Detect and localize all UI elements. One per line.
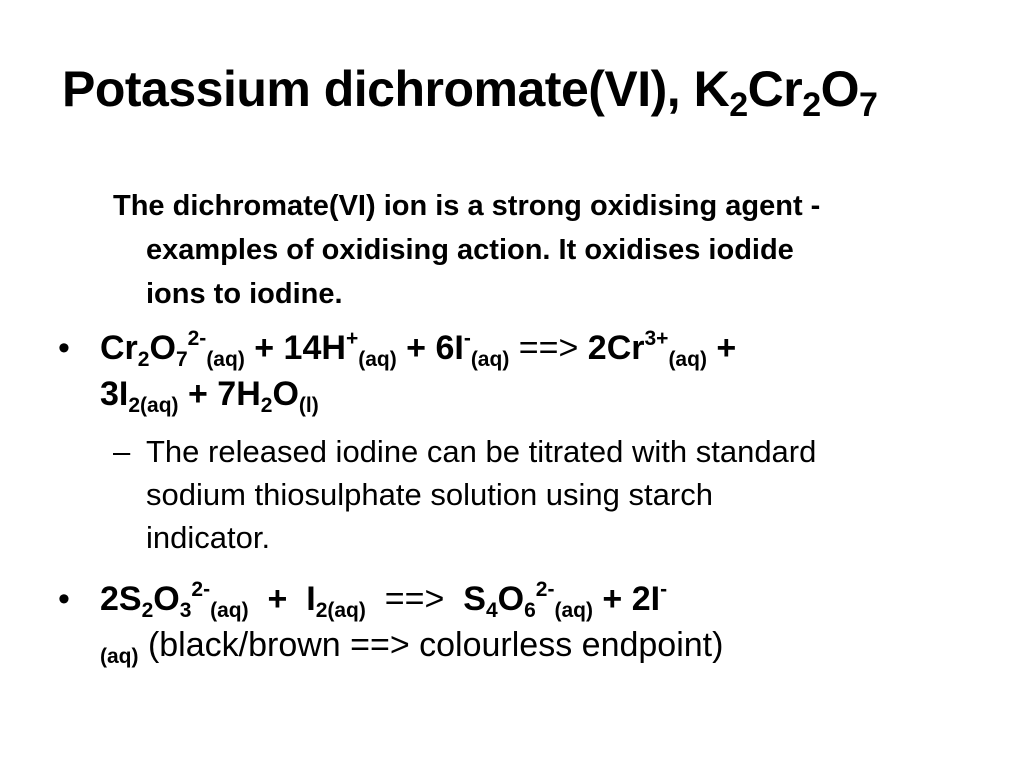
title-subscript: 2 bbox=[802, 86, 821, 124]
note-line: The released iodine can be titrated with standard bbox=[146, 434, 817, 469]
equation-line: $_{(aq)}$ (black/brown ==> colourless endpoint) bbox=[100, 626, 724, 668]
note-line: indicator. bbox=[146, 520, 271, 555]
note-text bbox=[146, 430, 966, 559]
note-line: sodium thiosulphate solution using starch bbox=[146, 477, 713, 512]
dash-marker: – bbox=[113, 434, 131, 469]
equation-line: $3I_{2(aq)} + 7H_2O_{(l)}$ bbox=[100, 375, 319, 417]
intro-line: ions to iodine. bbox=[146, 278, 343, 310]
title-text: Cr bbox=[747, 61, 803, 117]
equation-line: $2S_2O_3^{2-}_{(aq)} + I_{2(aq)}$ ==> $S_4O_6^{2-}_{(aq)} + 2I^-$ bbox=[100, 578, 668, 622]
title-text: Potassium dichromate(VI), K bbox=[62, 61, 730, 117]
equation-line: $Cr_2O_7^{2-}_{(aq)} + 14H^+_{(aq)} + 6I^-_{(aq)}$ ==> $2Cr^{3+}_{(aq)}$ + bbox=[100, 327, 737, 371]
equation bbox=[100, 325, 736, 417]
intro-line: The dichromate(VI) ion is a strong oxidising agent - bbox=[113, 190, 821, 222]
equation bbox=[100, 576, 723, 668]
intro-line: examples of oxidising action. It oxidises iodide bbox=[146, 234, 794, 266]
bullet-marker: • bbox=[58, 580, 70, 618]
title-text: O bbox=[820, 61, 860, 117]
slide-title bbox=[62, 60, 1002, 125]
title-subscript: 2 bbox=[729, 86, 748, 124]
bullet-marker: • bbox=[58, 329, 70, 367]
intro-paragraph bbox=[113, 184, 973, 316]
title-subscript: 7 bbox=[859, 86, 878, 124]
